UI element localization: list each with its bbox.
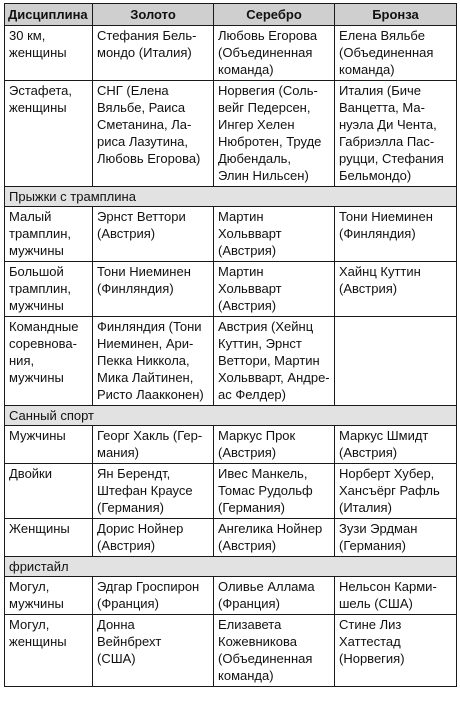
section-title: Санный спорт (5, 406, 457, 426)
bronze-cell (335, 262, 457, 317)
bronze-cell (335, 577, 457, 615)
section-title: фристайл (5, 557, 457, 577)
table-row (5, 519, 457, 557)
cell-text: Зузи Эрдман (Германия) (339, 521, 418, 553)
cell-text: Финляндия (Тони Ниеминен, Ари- Пекка Никкола, Мика Лайтинен, Ристо Лаакконен) (97, 319, 204, 402)
cell-text: Большой трамплин, мужчины (9, 264, 72, 313)
discipline-cell (5, 464, 93, 519)
cell-text: Хайнц Куттин (Австрия) (339, 264, 421, 296)
gold-cell (93, 262, 214, 317)
discipline-cell (5, 81, 93, 187)
gold-cell (93, 26, 214, 81)
cell-text: Мартин Хольвварт (Австрия) (218, 209, 282, 258)
silver-cell (214, 426, 335, 464)
cell-text: Елизавета Кожевникова (Объединенная команда) (218, 617, 313, 683)
cell-text: Маркус Прок (Австрия) (218, 428, 296, 460)
gold-cell (93, 426, 214, 464)
bronze-cell (335, 426, 457, 464)
cell-text: 30 км, женщины (9, 28, 67, 60)
table-body (5, 26, 457, 687)
bronze-cell (335, 26, 457, 81)
cell-text: Оливье Аллама (Франция) (218, 579, 315, 611)
bronze-cell (335, 464, 457, 519)
table-row (5, 426, 457, 464)
cell-text: Елена Вяльбе (Объединенная команда) (339, 28, 434, 77)
cell-text: Донна Вейнбрехт (США) (97, 617, 162, 666)
cell-text: Могул, мужчины (9, 579, 64, 611)
cell-text: Ивес Манкель, Томас Рудольф (Германия) (218, 466, 313, 515)
cell-text: СНГ (Елена Вяльбе, Раиса Сметанина, Ла- риса Лазутина, Любовь Егорова) (97, 83, 201, 166)
bronze-cell (335, 519, 457, 557)
cell-text: Тони Ниеминен (Финляндия) (339, 209, 433, 241)
cell-text: Георг Хакль (Гер- мания) (97, 428, 203, 460)
header-bronze: Бронза (335, 4, 457, 26)
cell-text: Ангелика Нойнер (Австрия) (218, 521, 323, 553)
gold-cell (93, 615, 214, 687)
gold-cell (93, 317, 214, 406)
section-title: Прыжки с трамплина (5, 187, 457, 207)
silver-cell (214, 262, 335, 317)
table-row (5, 262, 457, 317)
cell-text: Нельсон Карми- шель (США) (339, 579, 437, 611)
cell-text: Могул, женщины (9, 617, 67, 649)
discipline-cell (5, 262, 93, 317)
table-row (5, 207, 457, 262)
cell-text: Норвегия (Соль- вейг Педерсен, Ингер Хелен Нюбротен, Труде Дюбендаль, Элин Нильсен) (218, 83, 322, 183)
section-row (5, 187, 457, 207)
gold-cell (93, 207, 214, 262)
cell-text: Эрнст Веттори (Австрия) (97, 209, 186, 241)
header-row (5, 4, 457, 26)
cell-text: Мартин Хольвварт (Австрия) (218, 264, 282, 313)
gold-cell (93, 519, 214, 557)
bronze-cell (335, 317, 457, 406)
cell-text: Австрия (Хейнц Куттин, Эрнст Веттори, Мартин Хольвварт, Андре- ас Фелдер) (218, 319, 330, 402)
medal-table (4, 3, 457, 687)
cell-text: Командные соревнова- ния, мужчины (9, 319, 79, 385)
cell-text: Норберт Хубер, Хансъёрг Рафль (Италия) (339, 466, 440, 515)
cell-text: Малый трамплин, мужчины (9, 209, 72, 258)
silver-cell (214, 519, 335, 557)
cell-text: Эстафета, женщины (9, 83, 73, 115)
discipline-cell (5, 615, 93, 687)
section-row (5, 406, 457, 426)
header-silver: Серебро (214, 4, 335, 26)
cell-text: Италия (Биче Ванцетта, Ма- нуэла Ди Чента, Габриэлла Пас- руцци, Стефания Бельмондо) (339, 83, 444, 183)
cell-text: Стефания Бель- мондо (Италия) (97, 28, 197, 60)
cell-text: Двойки (9, 466, 53, 481)
cell-text: Стине Лиз Хаттестад (Норвегия) (339, 617, 405, 666)
cell-text: Женщины (9, 521, 70, 536)
header-gold: Золото (93, 4, 214, 26)
silver-cell (214, 317, 335, 406)
cell-text: Мужчины (9, 428, 66, 443)
silver-cell (214, 26, 335, 81)
medal-table-container (4, 3, 456, 687)
cell-text: Эдгар Гроспирон (Франция) (97, 579, 200, 611)
silver-cell (214, 81, 335, 187)
discipline-cell (5, 577, 93, 615)
silver-cell (214, 464, 335, 519)
discipline-cell (5, 207, 93, 262)
table-row (5, 26, 457, 81)
table-row (5, 317, 457, 406)
discipline-cell (5, 317, 93, 406)
cell-text: Маркус Шмидт (Австрия) (339, 428, 429, 460)
section-row (5, 557, 457, 577)
cell-text: Дорис Нойнер (Австрия) (97, 521, 184, 553)
cell-text: Ян Берендт, Штефан Краусе (Германия) (97, 466, 193, 515)
bronze-cell (335, 207, 457, 262)
silver-cell (214, 615, 335, 687)
cell-text: Тони Ниеминен (Финляндия) (97, 264, 191, 296)
table-row (5, 577, 457, 615)
table-row (5, 615, 457, 687)
header-discipline: Дисциплина (5, 4, 93, 26)
bronze-cell (335, 615, 457, 687)
cell-text: Любовь Егорова (Объединенная команда) (218, 28, 318, 77)
bronze-cell (335, 81, 457, 187)
gold-cell (93, 81, 214, 187)
discipline-cell (5, 426, 93, 464)
table-row (5, 464, 457, 519)
silver-cell (214, 207, 335, 262)
gold-cell (93, 464, 214, 519)
discipline-cell (5, 519, 93, 557)
table-row (5, 81, 457, 187)
silver-cell (214, 577, 335, 615)
discipline-cell (5, 26, 93, 81)
gold-cell (93, 577, 214, 615)
